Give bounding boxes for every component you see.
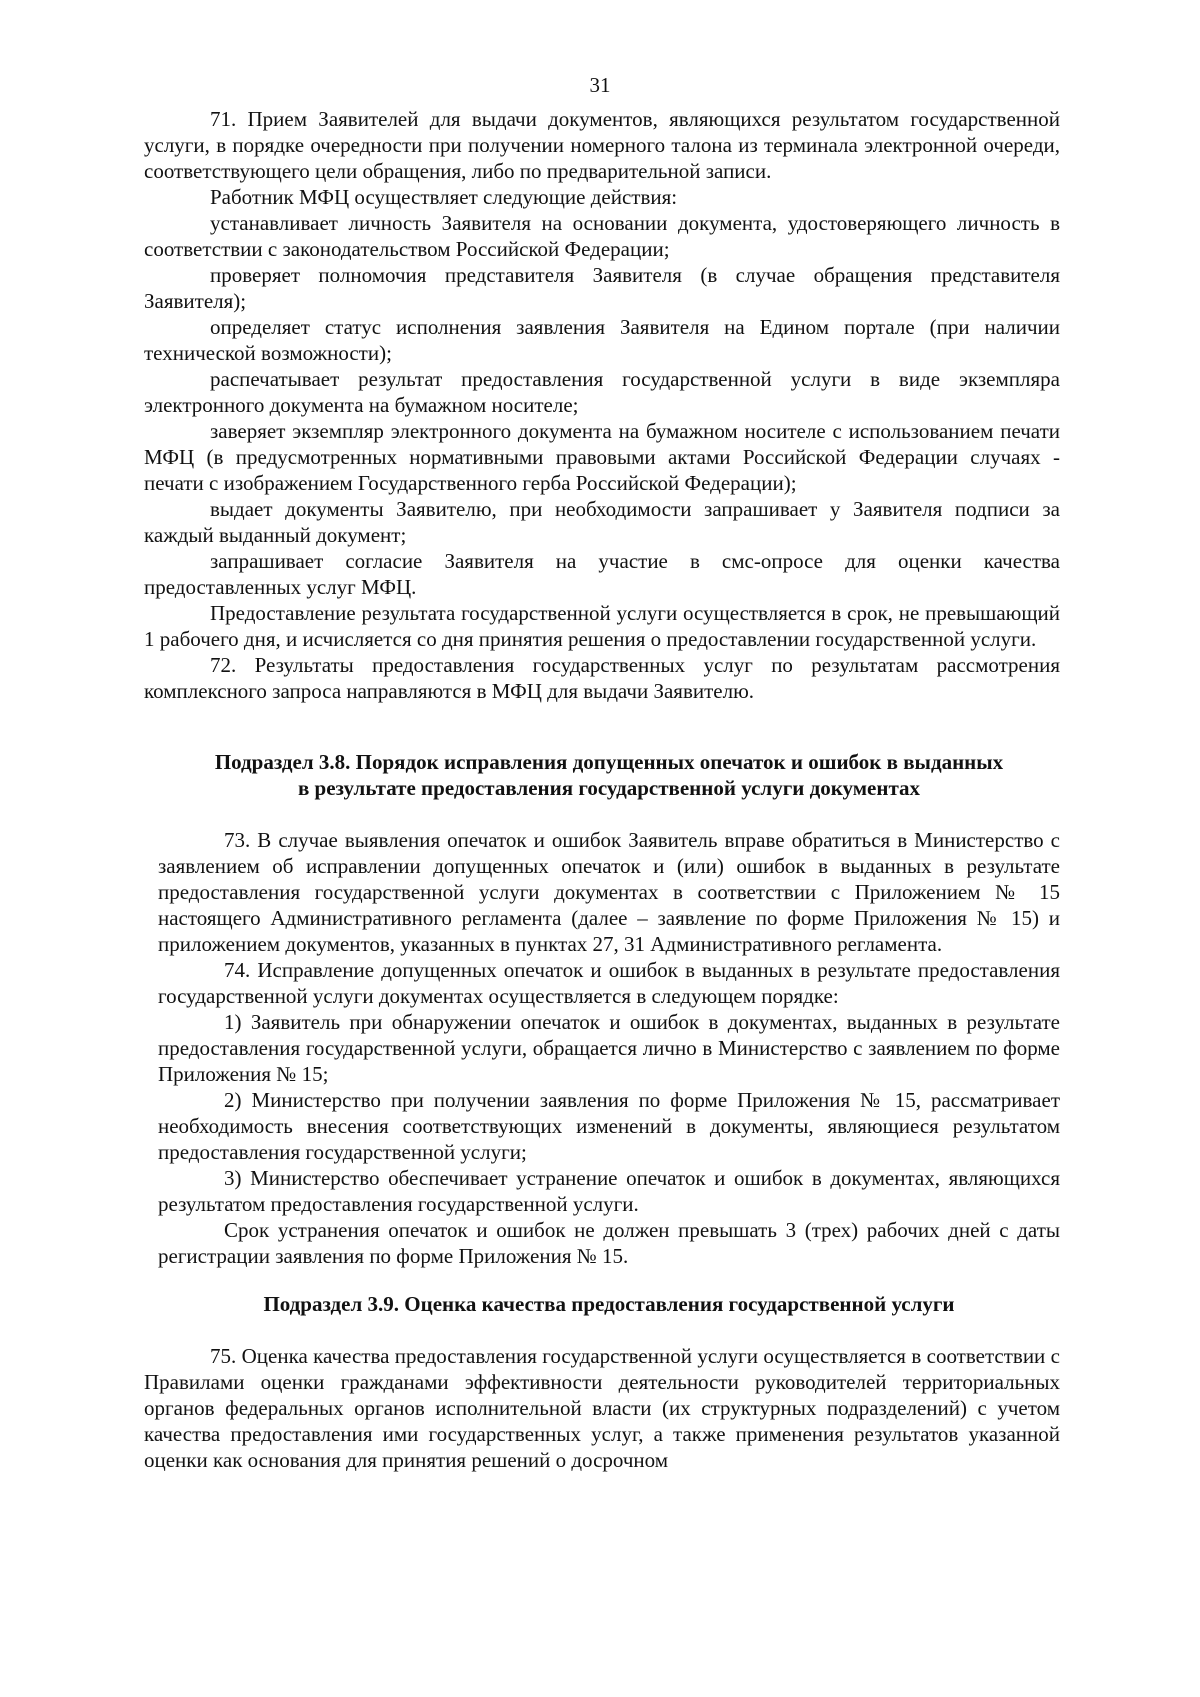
heading-section-3-8 — [158, 749, 1060, 801]
page-number: 31 — [589, 73, 611, 97]
heading-section-3-9 — [158, 1291, 1060, 1317]
section-3-7-continued — [144, 106, 1060, 704]
paragraph-74-item-3: 3) Министерство обеспечивает устранение опечаток и ошибок в документах, являющихся результатом предоставления государственной услуги. — [158, 1166, 1060, 1216]
paragraph-75: 75. Оценка качества предоставления государственной услуги осуществляется в соответствии с Правилами оценки гражданами эффективности деятельности руководителей территориальных органов федеральных органов исполнительной власти (их структурных подразделений) с учетом качества предоставления ими государственных услуг, а также применения результатов указанной оценки как основания для принятия решений о досрочном — [144, 1344, 1060, 1472]
section-3-8-body — [158, 827, 1060, 1269]
paragraph-identity: устанавливает личность Заявителя на основании документа, удостоверяющего личность в соответствии с законодательством Российской Федерации; — [144, 211, 1060, 261]
paragraph-deadline: Предоставление результата государственной услуги осуществляется в срок, не превышающий 1 рабочего дня, и исчисляется со дня принятия решения о предоставлении государственной услуги. — [144, 601, 1060, 651]
section-3-9-body — [144, 1343, 1060, 1473]
paragraph-mfc-actions: Работник МФЦ осуществляет следующие действия: — [210, 185, 678, 209]
paragraph-authority: проверяет полномочия представителя Заявителя (в случае обращения представителя Заявителя); — [144, 263, 1060, 313]
paragraph-survey: запрашивает согласие Заявителя на участие в смс-опросе для оценки качества предоставленных услуг МФЦ. — [144, 549, 1060, 599]
paragraph-print: распечатывает результат предоставления государственной услуги в виде экземпляра электронного документа на бумажном носителе; — [144, 367, 1060, 417]
paragraph-71: 71. Прием Заявителей для выдачи документов, являющихся результатом государственной услуги, в порядке очередности при получении номерного талона из терминала электронной очереди, соответствующего цели обращения, либо по предварительной записи. — [144, 107, 1060, 183]
paragraph-74-item-1: 1) Заявитель при обнаружении опечаток и ошибок в документах, выданных в результате предоставления государственной услуги, обращается лично в Министерство с заявлением по форме Приложения № 15; — [158, 1010, 1060, 1086]
paragraph-status: определяет статус исполнения заявления Заявителя на Едином портале (при наличии технической возможности); — [144, 315, 1060, 365]
paragraph-correction-deadline: Срок устранения опечаток и ошибок не должен превышать 3 (трех) рабочих дней с даты регистрации заявления по форме Приложения № 15. — [158, 1218, 1060, 1268]
paragraph-72: 72. Результаты предоставления государственных услуг по результатам рассмотрения комплексного запроса направляются в МФЦ для выдачи Заявителю. — [144, 653, 1060, 703]
paragraph-74-item-2: 2) Министерство при получении заявления по форме Приложения № 15, рассматривает необходимость внесения соответствующих изменений в документы, являющиеся результатом предоставления государственной услуги; — [158, 1088, 1060, 1164]
heading-3-8-line1: Подраздел 3.8. Порядок исправления допущенных опечаток и ошибок в выданных — [214, 750, 1004, 774]
heading-3-8-line2: в результате предоставления государственной услуги документах — [297, 776, 921, 800]
paragraph-issue: выдает документы Заявителю, при необходимости запрашивает у Заявителя подписи за каждый выданный документ; — [144, 497, 1060, 547]
paragraph-certify: заверяет экземпляр электронного документа на бумажном носителе с использованием печати МФЦ (в предусмотренных нормативными правовыми актами Российской Федерации случаях - печати с изображением Государственного герба Российской Федерации); — [144, 419, 1060, 495]
heading-3-9: Подраздел 3.9. Оценка качества предоставления государственной услуги — [263, 1292, 955, 1316]
paragraph-73: 73. В случае выявления опечаток и ошибок Заявитель вправе обратиться в Министерство с заявлением об исправлении допущенных опечаток и (или) ошибок в выданных в результате предоставления государственной услуги документах в соответствии с Приложением № 15 настоящего Административного регламента (далее – заявление по форме Приложения № 15) и приложением документов, указанных в пунктах 27, 31 Административного регламента. — [158, 828, 1060, 956]
paragraph-74: 74. Исправление допущенных опечаток и ошибок в выданных в результате предоставления государственной услуги документах осуществляется в следующем порядке: — [158, 958, 1060, 1008]
